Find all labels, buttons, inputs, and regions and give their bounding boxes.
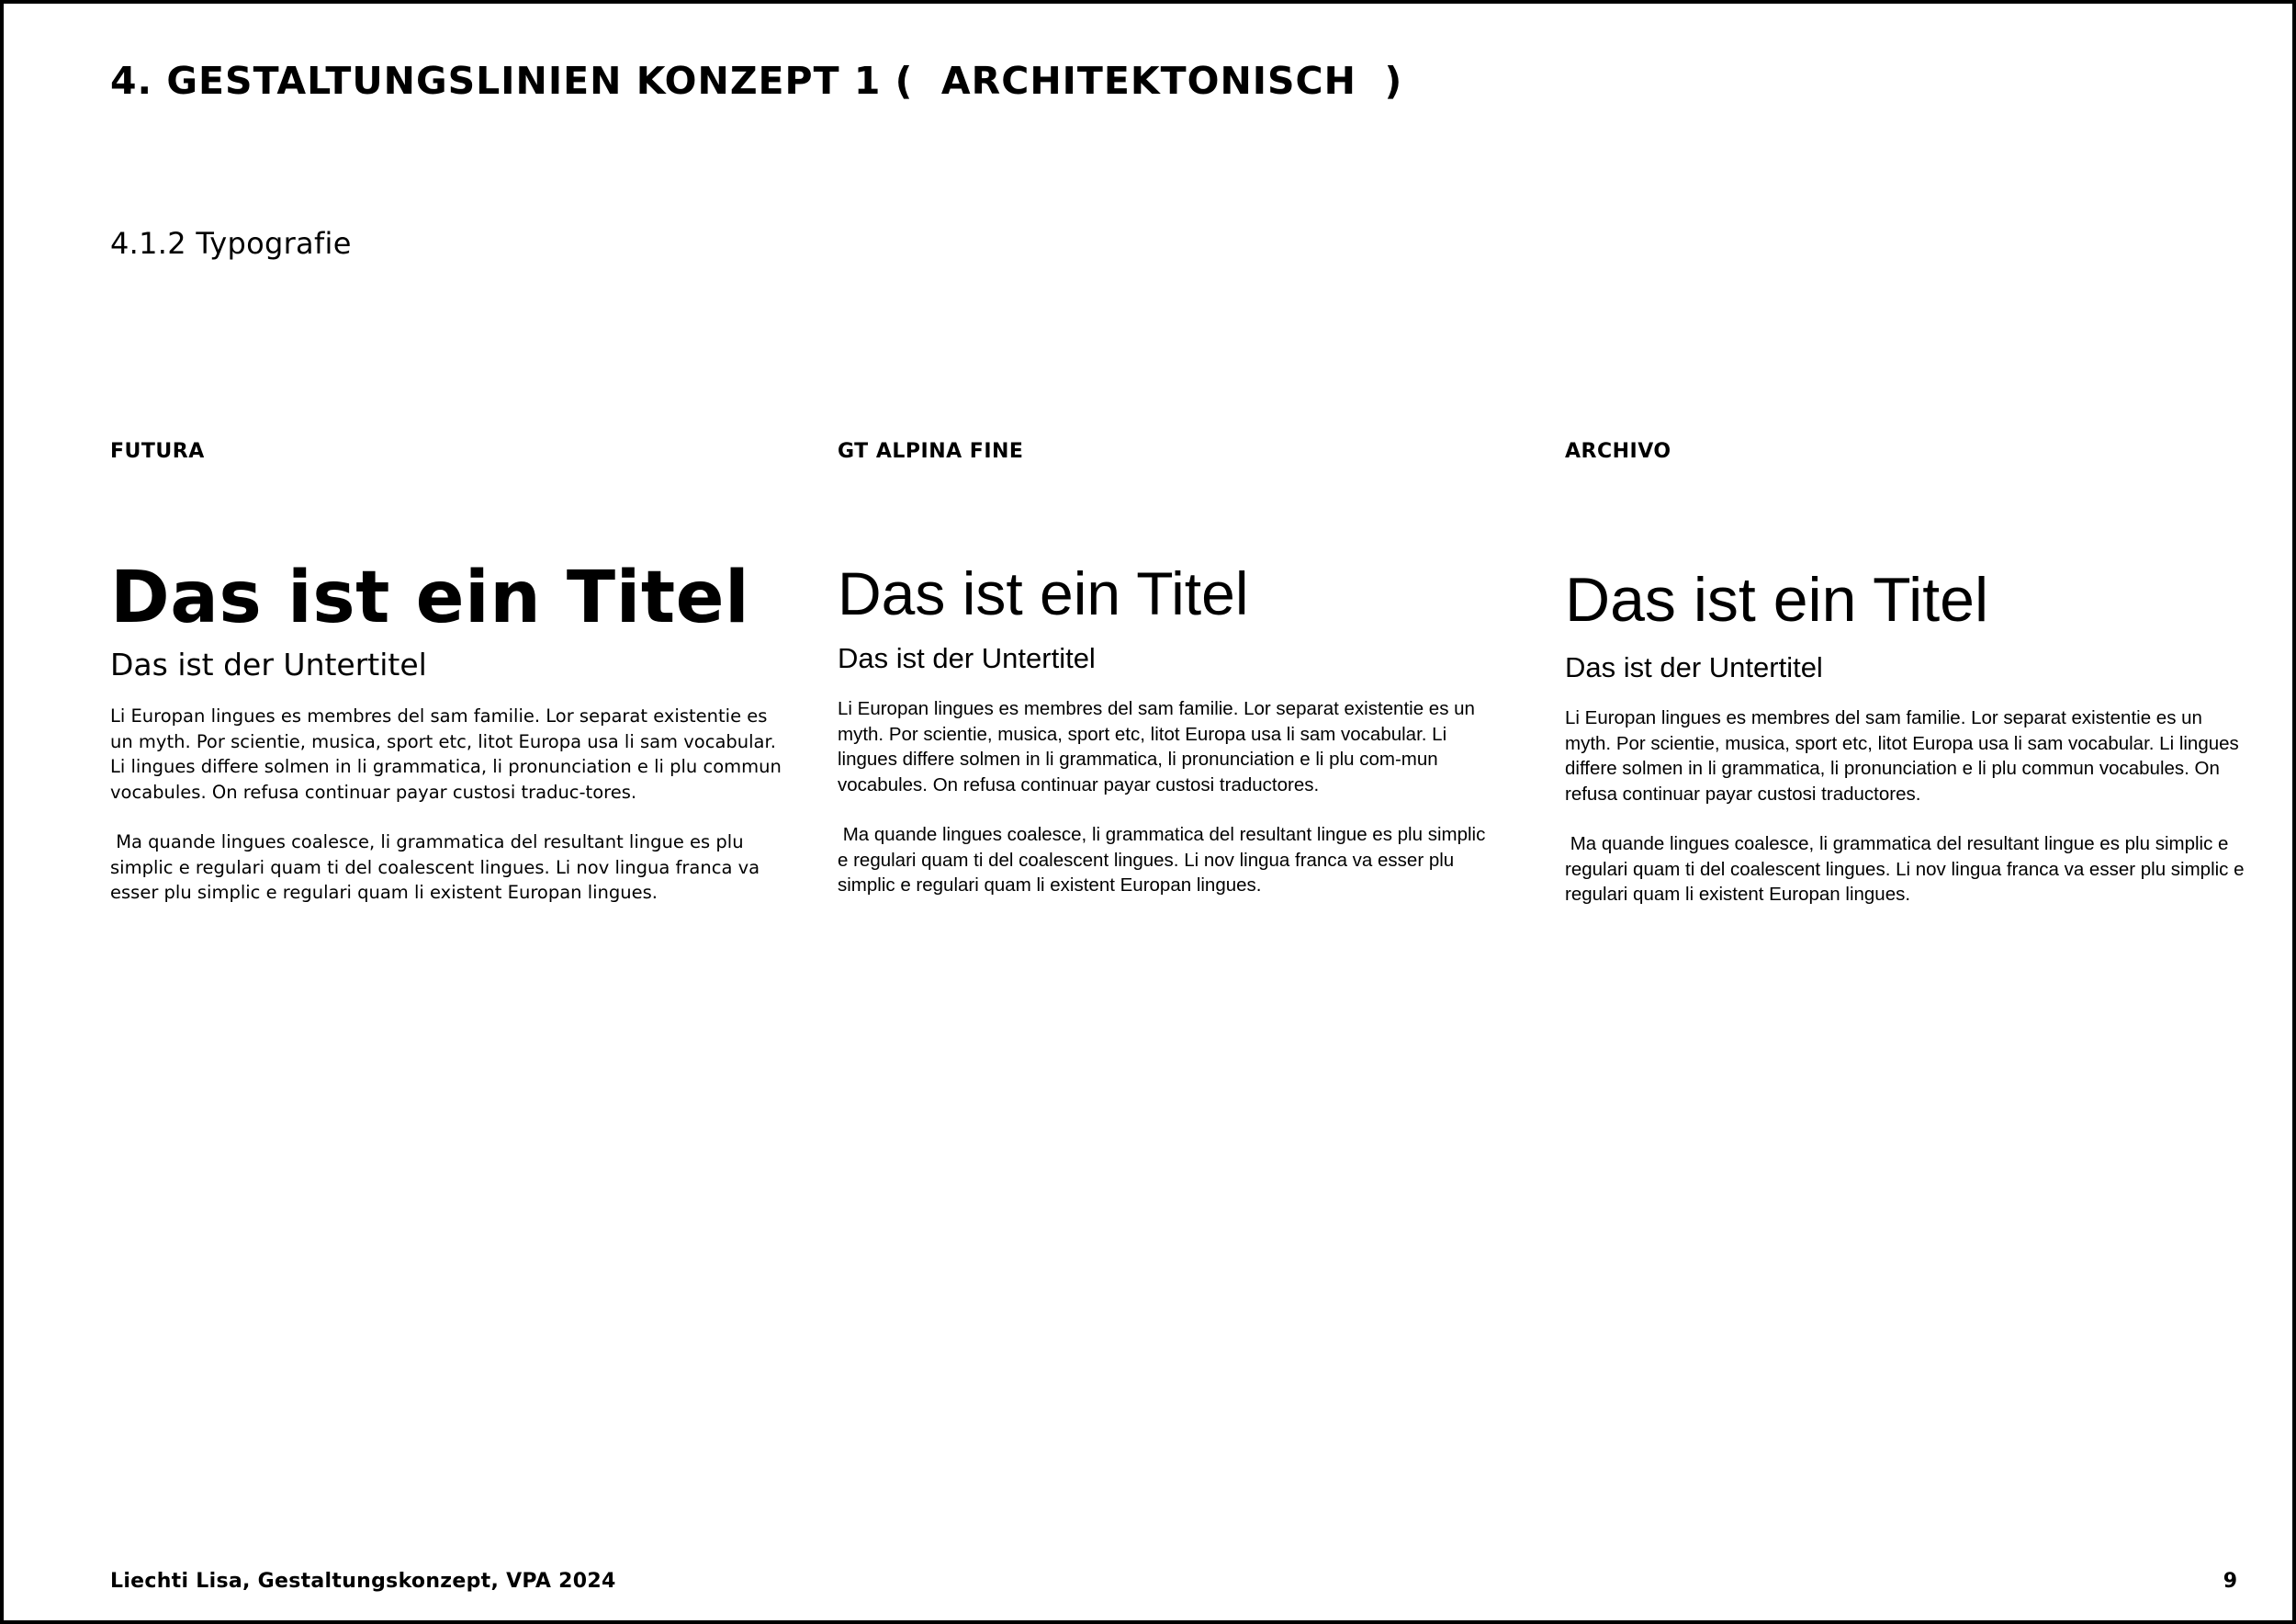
- font-name-label: GT ALPINA FINE: [838, 440, 1024, 463]
- sample-body-paragraph: Li Europan lingues es membres del sam familie. Lor separat existentie es un myth. Por scientie, musica, sport etc, litot Europa usa li sam vocabular. Li lingues differe solmen in li grammatica, li pronunciation e li plu commun vocabules. On refusa continuar payar custosi traductores.: [1565, 707, 2239, 805]
- font-sample-column-futura: [110, 439, 808, 906]
- sample-subtitle: Das ist der Untertitel: [1565, 651, 1823, 683]
- sample-title: Das ist ein Titel: [1565, 565, 1989, 635]
- footer-credit: Liechti Lisa, Gestaltungskonzept, VPA 2024: [110, 1570, 616, 1593]
- sample-body-paragraph: Li Europan lingues es membres del sam familie. Lor separat existentie es un myth. Por scientie, musica, sport etc, litot Europa usa li sam vocabular. Li lingues differe solmen in li grammatica, li pronunciation e li plu commun vocabules. On refusa continuar payar custosi traduc-tores.: [110, 705, 782, 803]
- font-sample-column-archivo: [1565, 439, 2263, 908]
- sample-subtitle: Das ist der Untertitel: [838, 642, 1096, 674]
- sample-title: Das ist ein Titel: [838, 559, 1249, 627]
- paragraph-spacer: [1565, 806, 2263, 831]
- paragraph-spacer: [110, 805, 808, 829]
- section-title: 4.1.2 Typografie: [110, 226, 352, 261]
- page-number: 9: [2223, 1570, 2237, 1593]
- font-name-label: ARCHIVO: [1565, 440, 1671, 463]
- sample-body-paragraph: Ma quande lingues coalesce, li grammatica del resultant lingue es plu simplic e regulari quam ti del coalescent lingues. Li nov lingua franca va esser plu simplic e regulari quam li existent Europan lingues.: [1565, 833, 2250, 905]
- page-title: 4. GESTALTUNGSLINIEN KONZEPT 1 ( ARCHITEKTONISCH ): [110, 59, 1403, 103]
- sample-body-paragraph: Ma quande lingues coalesce, li grammatica del resultant lingue es plu simplic e regulari quam ti del coalescent lingues. Li nov lingua franca va esser plu simplic e regulari quam li existent Europan lingues.: [838, 824, 1491, 896]
- font-sample-column-gt-alpina-fine: [838, 439, 1536, 898]
- font-name-label: FUTURA: [110, 440, 205, 463]
- sample-body-paragraph: Li Europan lingues es membres del sam familie. Lor separat existentie es un myth. Por scientie, musica, sport etc, litot Europa usa li sam vocabular. Li lingues differe solmen in li grammatica, li pronunciation e li plu com-mun vocabules. On refusa continuar payar custosi traductores.: [838, 698, 1475, 795]
- sample-title: Das ist ein Titel: [110, 557, 750, 639]
- sample-subtitle: Das ist der Untertitel: [110, 647, 427, 682]
- paragraph-spacer: [838, 797, 1536, 822]
- sample-body-paragraph: Ma quande lingues coalesce, li grammatica del resultant lingue es plu simplic e regulari quam ti del coalescent lingues. Li nov lingua franca va esser plu simplic e regulari quam li existent Europan lingues.: [110, 831, 766, 903]
